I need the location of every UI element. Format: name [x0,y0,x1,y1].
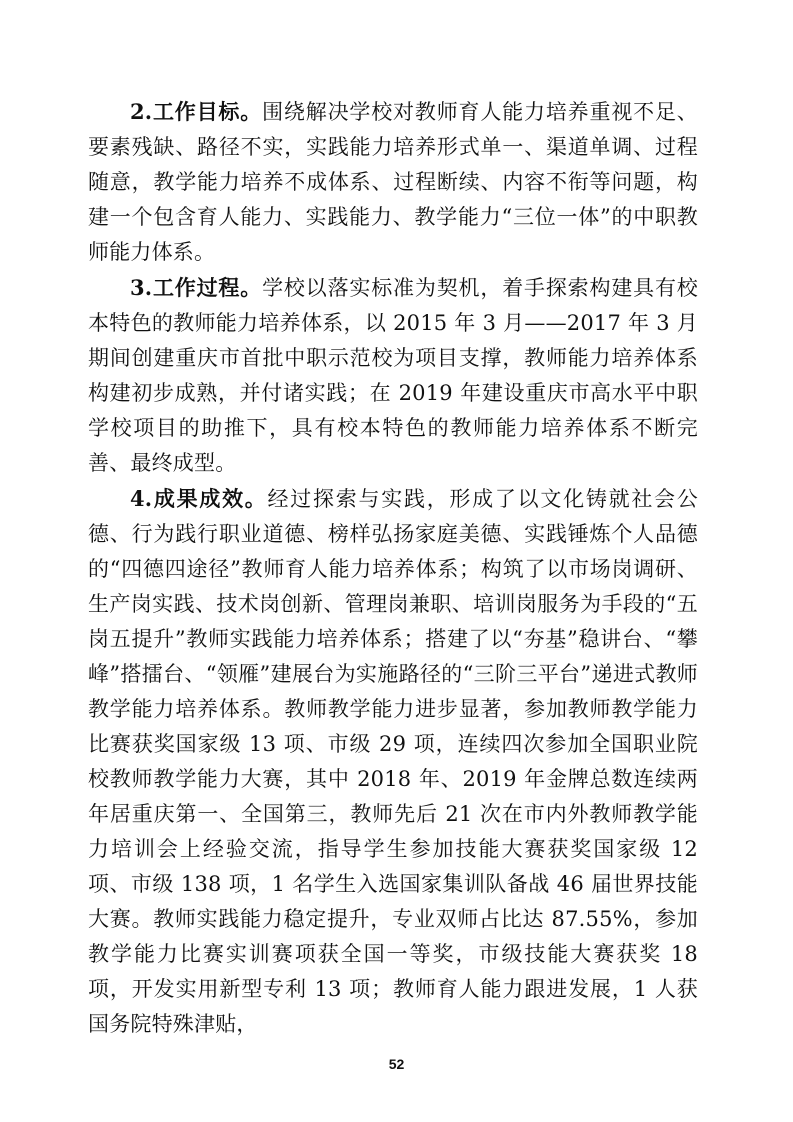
paragraph-heading: 2.工作目标。 [130,99,263,124]
paragraph-heading: 4.成果成效。 [130,486,268,511]
document-body [88,94,698,1042]
paragraph-text: 学校以落实标准为契机，着手探索构建具有校本特色的教师能力培养体系，以 2015 年 3 月——2017 年 3 月期间创建重庆市首批中职示范校为项目支撑，教师能力培养体系构建初步成熟，并付诸实践；在 2019 年建设重庆市高水平中职学校项目的助推下，具有校本特色的教师能力培养体系不断完善、最终成型。 [88,276,699,475]
page-number: 52 [388,1056,405,1072]
paragraph-work-goal [88,94,698,270]
paragraph-text: 经过探索与实践，形成了以文化铸就社会公德、行为践行职业道德、榜样弘扬家庭美德、实践锤炼个人品德的“四德四途径”教师育人能力培养体系；构筑了以市场岗调研、生产岗实践、技术岗创新、管理岗兼职、培训岗服务为手段的“五岗五提升”教师实践能力培养体系；搭建了以“夯基”稳讲台、“攀峰”搭擂台、“领雁”建展台为实施路径的“三阶三平台”递进式教师教学能力培养体系。教师教学能力进步显著，参加教师教学能力比赛获奖国家级 13 项、市级 29 项，连续四次参加全国职业院校教师教学能力大赛，其中 2018 年、2019 年金牌总数连续两年居重庆第一、全国第三，教师先后 21 次在市内外教师教学能力培训会上经验交流，指导学生参加技能大赛获奖国家级 12 项、市级 138 项，1 名学生入选国家集训队备战 46 届世界技能大赛。教师实践能力稳定提升，专业双师占比达 87.55%，参加教学能力比赛实训赛项获全国一等奖，市级技能大赛获奖 18 项，开发实用新型专利 13 项；教师育人能力跟进发展，1 人获国务院特殊津贴， [88,487,698,1036]
paragraph-heading: 3.工作过程。 [130,275,263,300]
paragraph-results [88,481,698,1042]
paragraph-text: 围绕解决学校对教师育人能力培养重视不足、要素残缺、路径不实，实践能力培养形式单一、渠道单调、过程随意，教学能力培养不成体系、过程断续、内容不衔等问题，构建一个包含育人能力、实践能力、教学能力“三位一体”的中职教师能力体系。 [88,100,699,264]
paragraph-work-process [88,270,698,481]
